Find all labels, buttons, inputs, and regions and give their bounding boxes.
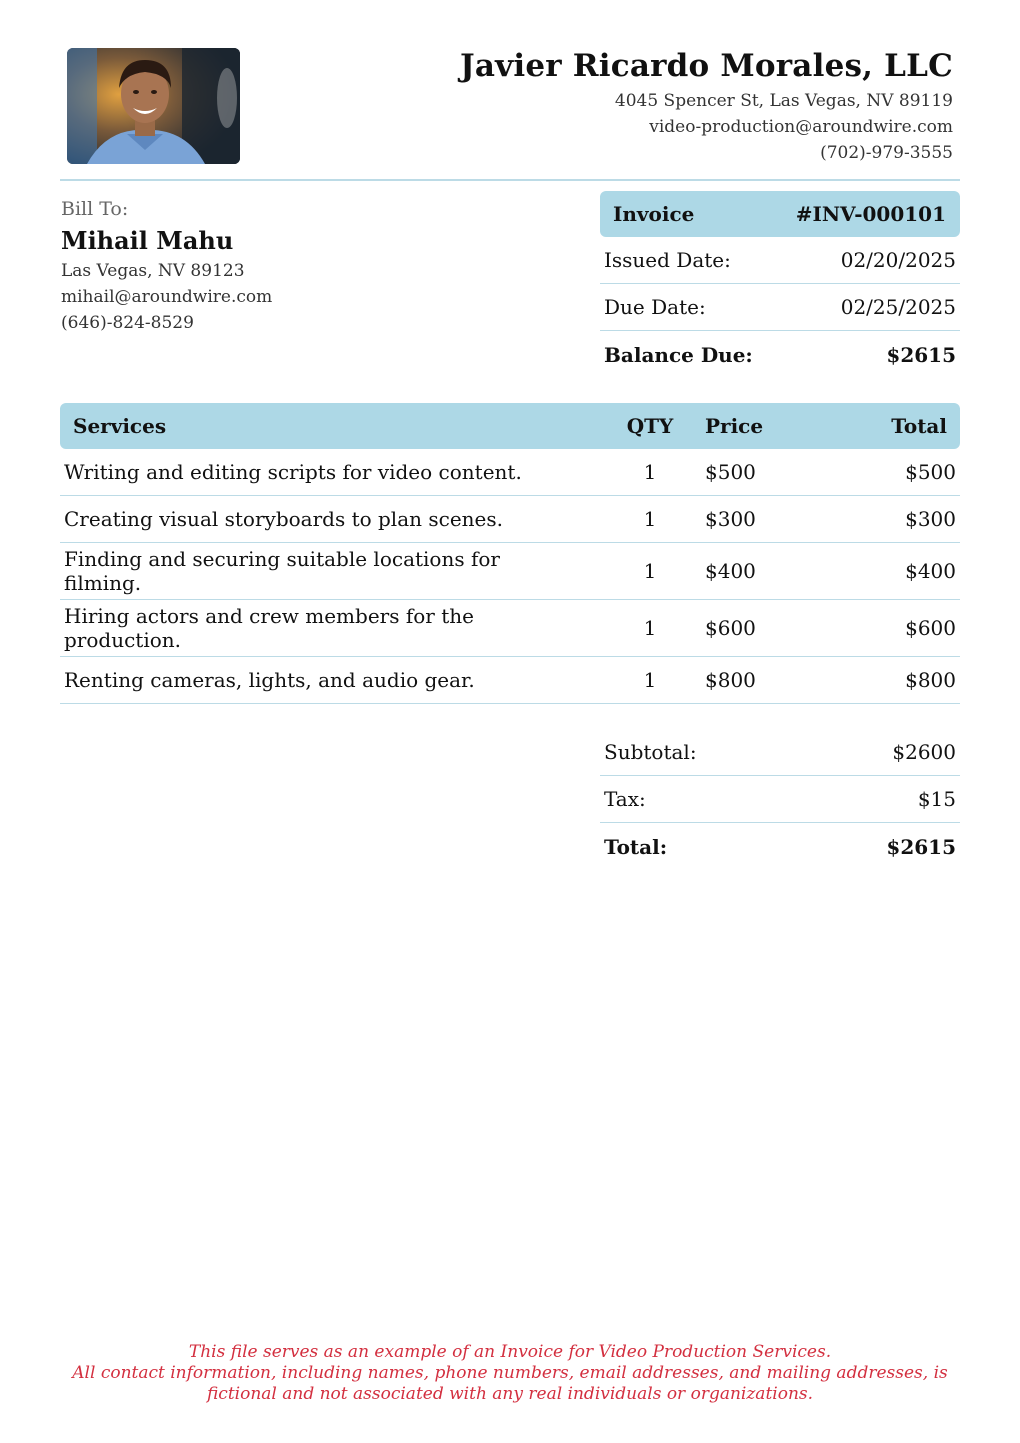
- service-description: Creating visual storyboards to plan scenes.: [64, 507, 504, 531]
- service-description: Hiring actors and crew members for the production.: [64, 604, 474, 652]
- total-row: [600, 823, 960, 870]
- service-price: $300: [705, 507, 756, 531]
- tax-row: [600, 776, 960, 823]
- subtotal-label: Subtotal:: [604, 740, 697, 764]
- total-label: Total:: [604, 834, 668, 859]
- service-qty: 1: [643, 507, 657, 531]
- service-price: $500: [705, 460, 756, 484]
- bill-to-label: Bill To:: [61, 198, 129, 220]
- header-divider: [60, 179, 960, 181]
- disclaimer-line-2: All contact information, including names, phone numbers, email addresses, and mailing addresses, is: [72, 1363, 948, 1383]
- issued-date-label: Issued Date:: [604, 248, 731, 272]
- portrait-image: [67, 48, 240, 164]
- balance-due-row: [600, 331, 960, 378]
- services-table: [60, 403, 960, 704]
- header-services: Services: [73, 414, 167, 438]
- invoice-number: #INV-000101: [795, 202, 946, 226]
- disclaimer-footer: [0, 1342, 1020, 1405]
- service-total: $800: [905, 668, 956, 692]
- service-total: $300: [905, 507, 956, 531]
- table-row: [60, 600, 960, 657]
- service-price: $800: [705, 668, 756, 692]
- service-qty: 1: [643, 559, 657, 583]
- service-qty: 1: [643, 616, 657, 640]
- due-date-row: [600, 284, 960, 331]
- total-value: $2615: [886, 834, 956, 859]
- header-total: Total: [891, 414, 947, 438]
- service-description: Finding and securing suitable locations for filming.: [64, 547, 500, 595]
- company-photo: [67, 48, 240, 164]
- service-total: $600: [905, 616, 956, 640]
- company-name: Javier Ricardo Morales, LLC: [460, 48, 953, 84]
- header-price: Price: [705, 414, 764, 438]
- table-row: [60, 449, 960, 496]
- service-description: Writing and editing scripts for video content.: [64, 460, 522, 484]
- invoice-label: Invoice: [613, 202, 695, 226]
- invoice-summary: [600, 191, 960, 378]
- service-qty: 1: [643, 668, 657, 692]
- bill-to-section: [61, 196, 272, 336]
- disclaimer-line-3: fictional and not associated with any real individuals or organizations.: [206, 1384, 814, 1404]
- disclaimer-line-1: This file serves as an example of an Invoice for Video Production Services.: [188, 1342, 832, 1362]
- due-date-label: Due Date:: [604, 295, 706, 319]
- subtotal-value: $2600: [892, 740, 956, 764]
- invoice-header: [600, 191, 960, 237]
- service-total: $500: [905, 460, 956, 484]
- header-qty: QTY: [626, 414, 674, 438]
- service-price: $400: [705, 559, 756, 583]
- service-description: Renting cameras, lights, and audio gear.: [64, 668, 475, 692]
- client-phone: (646)-824-8529: [61, 313, 194, 333]
- tax-label: Tax:: [604, 787, 646, 811]
- table-row: [60, 496, 960, 543]
- table-row: [60, 657, 960, 704]
- balance-due-value: $2615: [886, 342, 956, 367]
- client-name: Mihail Mahu: [61, 226, 234, 255]
- issued-date-row: [600, 237, 960, 284]
- client-email: mihail@aroundwire.com: [61, 287, 273, 307]
- service-price: $600: [705, 616, 756, 640]
- subtotal-row: [600, 729, 960, 776]
- balance-due-label: Balance Due:: [604, 342, 753, 367]
- client-address: Las Vegas, NV 89123: [61, 261, 245, 281]
- company-address: 4045 Spencer St, Las Vegas, NV 89119: [614, 91, 953, 111]
- tax-value: $15: [917, 787, 956, 811]
- service-qty: 1: [643, 460, 657, 484]
- company-email: video-production@aroundwire.com: [649, 117, 953, 137]
- company-info: [460, 48, 953, 166]
- totals-section: [600, 729, 960, 870]
- company-phone: (702)-979-3555: [820, 143, 953, 163]
- table-row: [60, 543, 960, 600]
- issued-date-value: 02/20/2025: [840, 248, 956, 272]
- services-table-header: [60, 403, 960, 449]
- service-total: $400: [905, 559, 956, 583]
- due-date-value: 02/25/2025: [840, 295, 956, 319]
